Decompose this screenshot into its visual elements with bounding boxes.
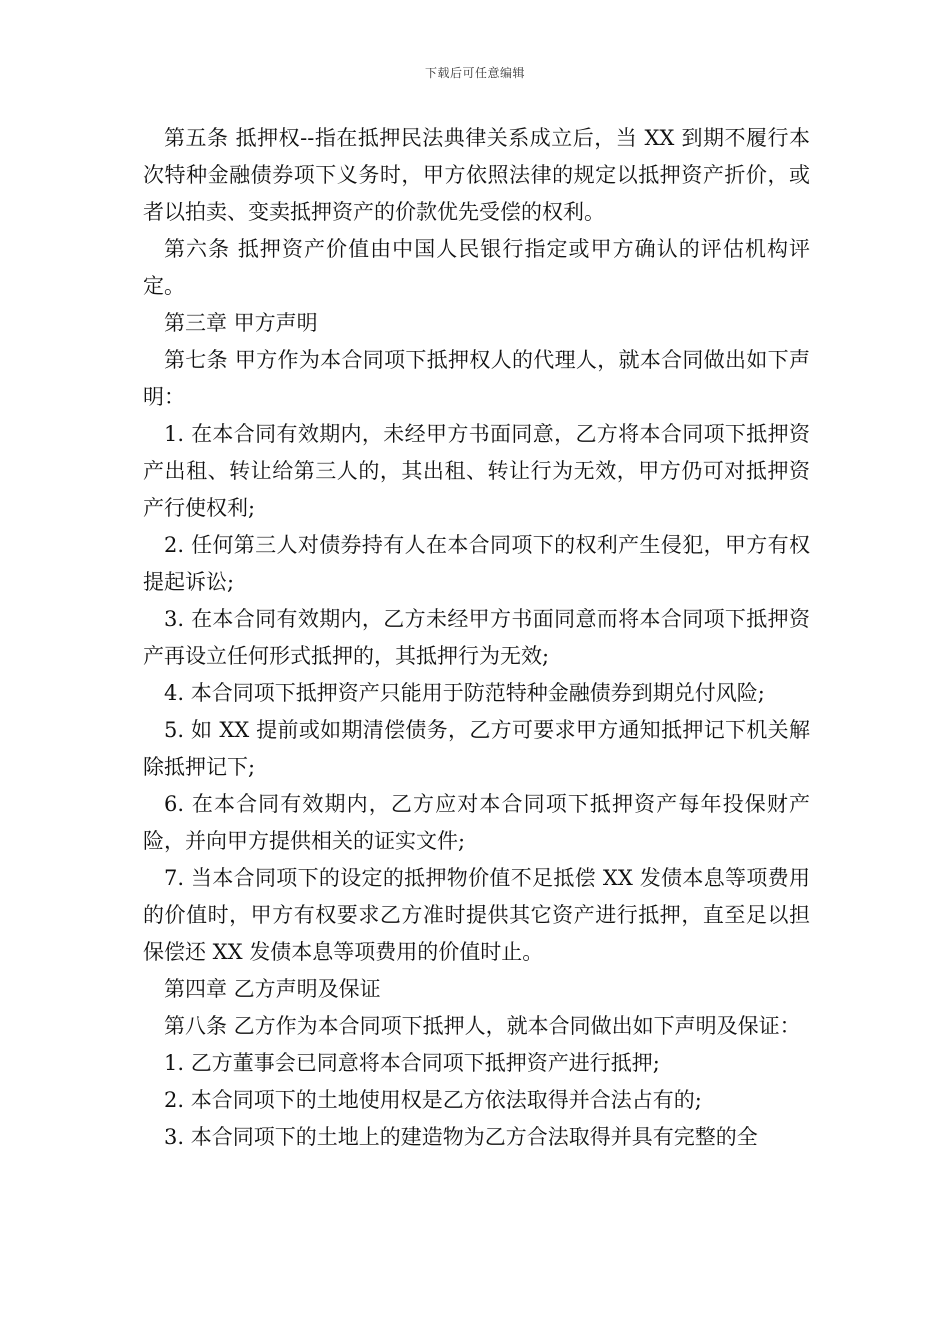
article-7-item-7: 7. 当本合同项下的设定的抵押物价值不足抵偿 XX 发债本息等项费用的价值时，甲方有权要求乙方准时提供其它资产进行抵押，直至足以担保偿还 XX 发债本息等项费用的价值时止。 <box>143 866 810 964</box>
article-5: 第五条 抵押权--指在抵押民法典律关系成立后，当 XX 到期不履行本次特种金融债券项下义务时，甲方依照法律的规定以抵押资产折价，或者以拍卖、变卖抵押资产的价款优先受偿的权利。 <box>143 126 810 224</box>
document-body <box>143 120 810 1156</box>
chapter-3-heading: 第三章 甲方声明 <box>164 311 318 335</box>
article-7-item-5: 5. 如 XX 提前或如期清偿债务，乙方可要求甲方通知抵押记下机关解除抵押记下; <box>143 718 810 779</box>
article-6: 第六条 抵押资产价值由中国人民银行指定或甲方确认的评估机构评定。 <box>143 237 810 298</box>
article-7-item-6: 6. 在本合同有效期内，乙方应对本合同项下抵押资产每年投保财产险，并向甲方提供相关的证实文件; <box>143 792 810 853</box>
article-7: 第七条 甲方作为本合同项下抵押权人的代理人，就本合同做出如下声明： <box>143 348 810 409</box>
article-8-item-3: 3. 本合同项下的土地上的建造物为乙方合法取得并具有完整的全 <box>164 1125 758 1149</box>
article-8-item-1: 1. 乙方董事会已同意将本合同项下抵押资产进行抵押; <box>164 1051 660 1075</box>
chapter-4-heading: 第四章 乙方声明及保证 <box>164 977 381 1001</box>
article-8: 第八条 乙方作为本合同项下抵押人，就本合同做出如下声明及保证： <box>164 1014 801 1038</box>
page-header: 下载后可任意编辑 <box>424 66 525 80</box>
article-7-item-2: 2. 任何第三人对债券持有人在本合同项下的权利产生侵犯，甲方有权提起诉讼; <box>143 533 810 594</box>
article-7-item-1: 1. 在本合同有效期内，未经甲方书面同意，乙方将本合同项下抵押资产出租、转让给第三人的，其出租、转让行为无效，甲方仍可对抵押资产行使权利; <box>143 422 810 520</box>
article-7-item-3: 3. 在本合同有效期内，乙方未经甲方书面同意而将本合同项下抵押资产再设立任何形式抵押的，其抵押行为无效; <box>143 607 810 668</box>
article-7-item-4: 4. 本合同项下抵押资产只能用于防范特种金融债券到期兑付风险; <box>164 681 765 705</box>
article-8-item-2: 2. 本合同项下的土地使用权是乙方依法取得并合法占有的; <box>164 1088 702 1112</box>
